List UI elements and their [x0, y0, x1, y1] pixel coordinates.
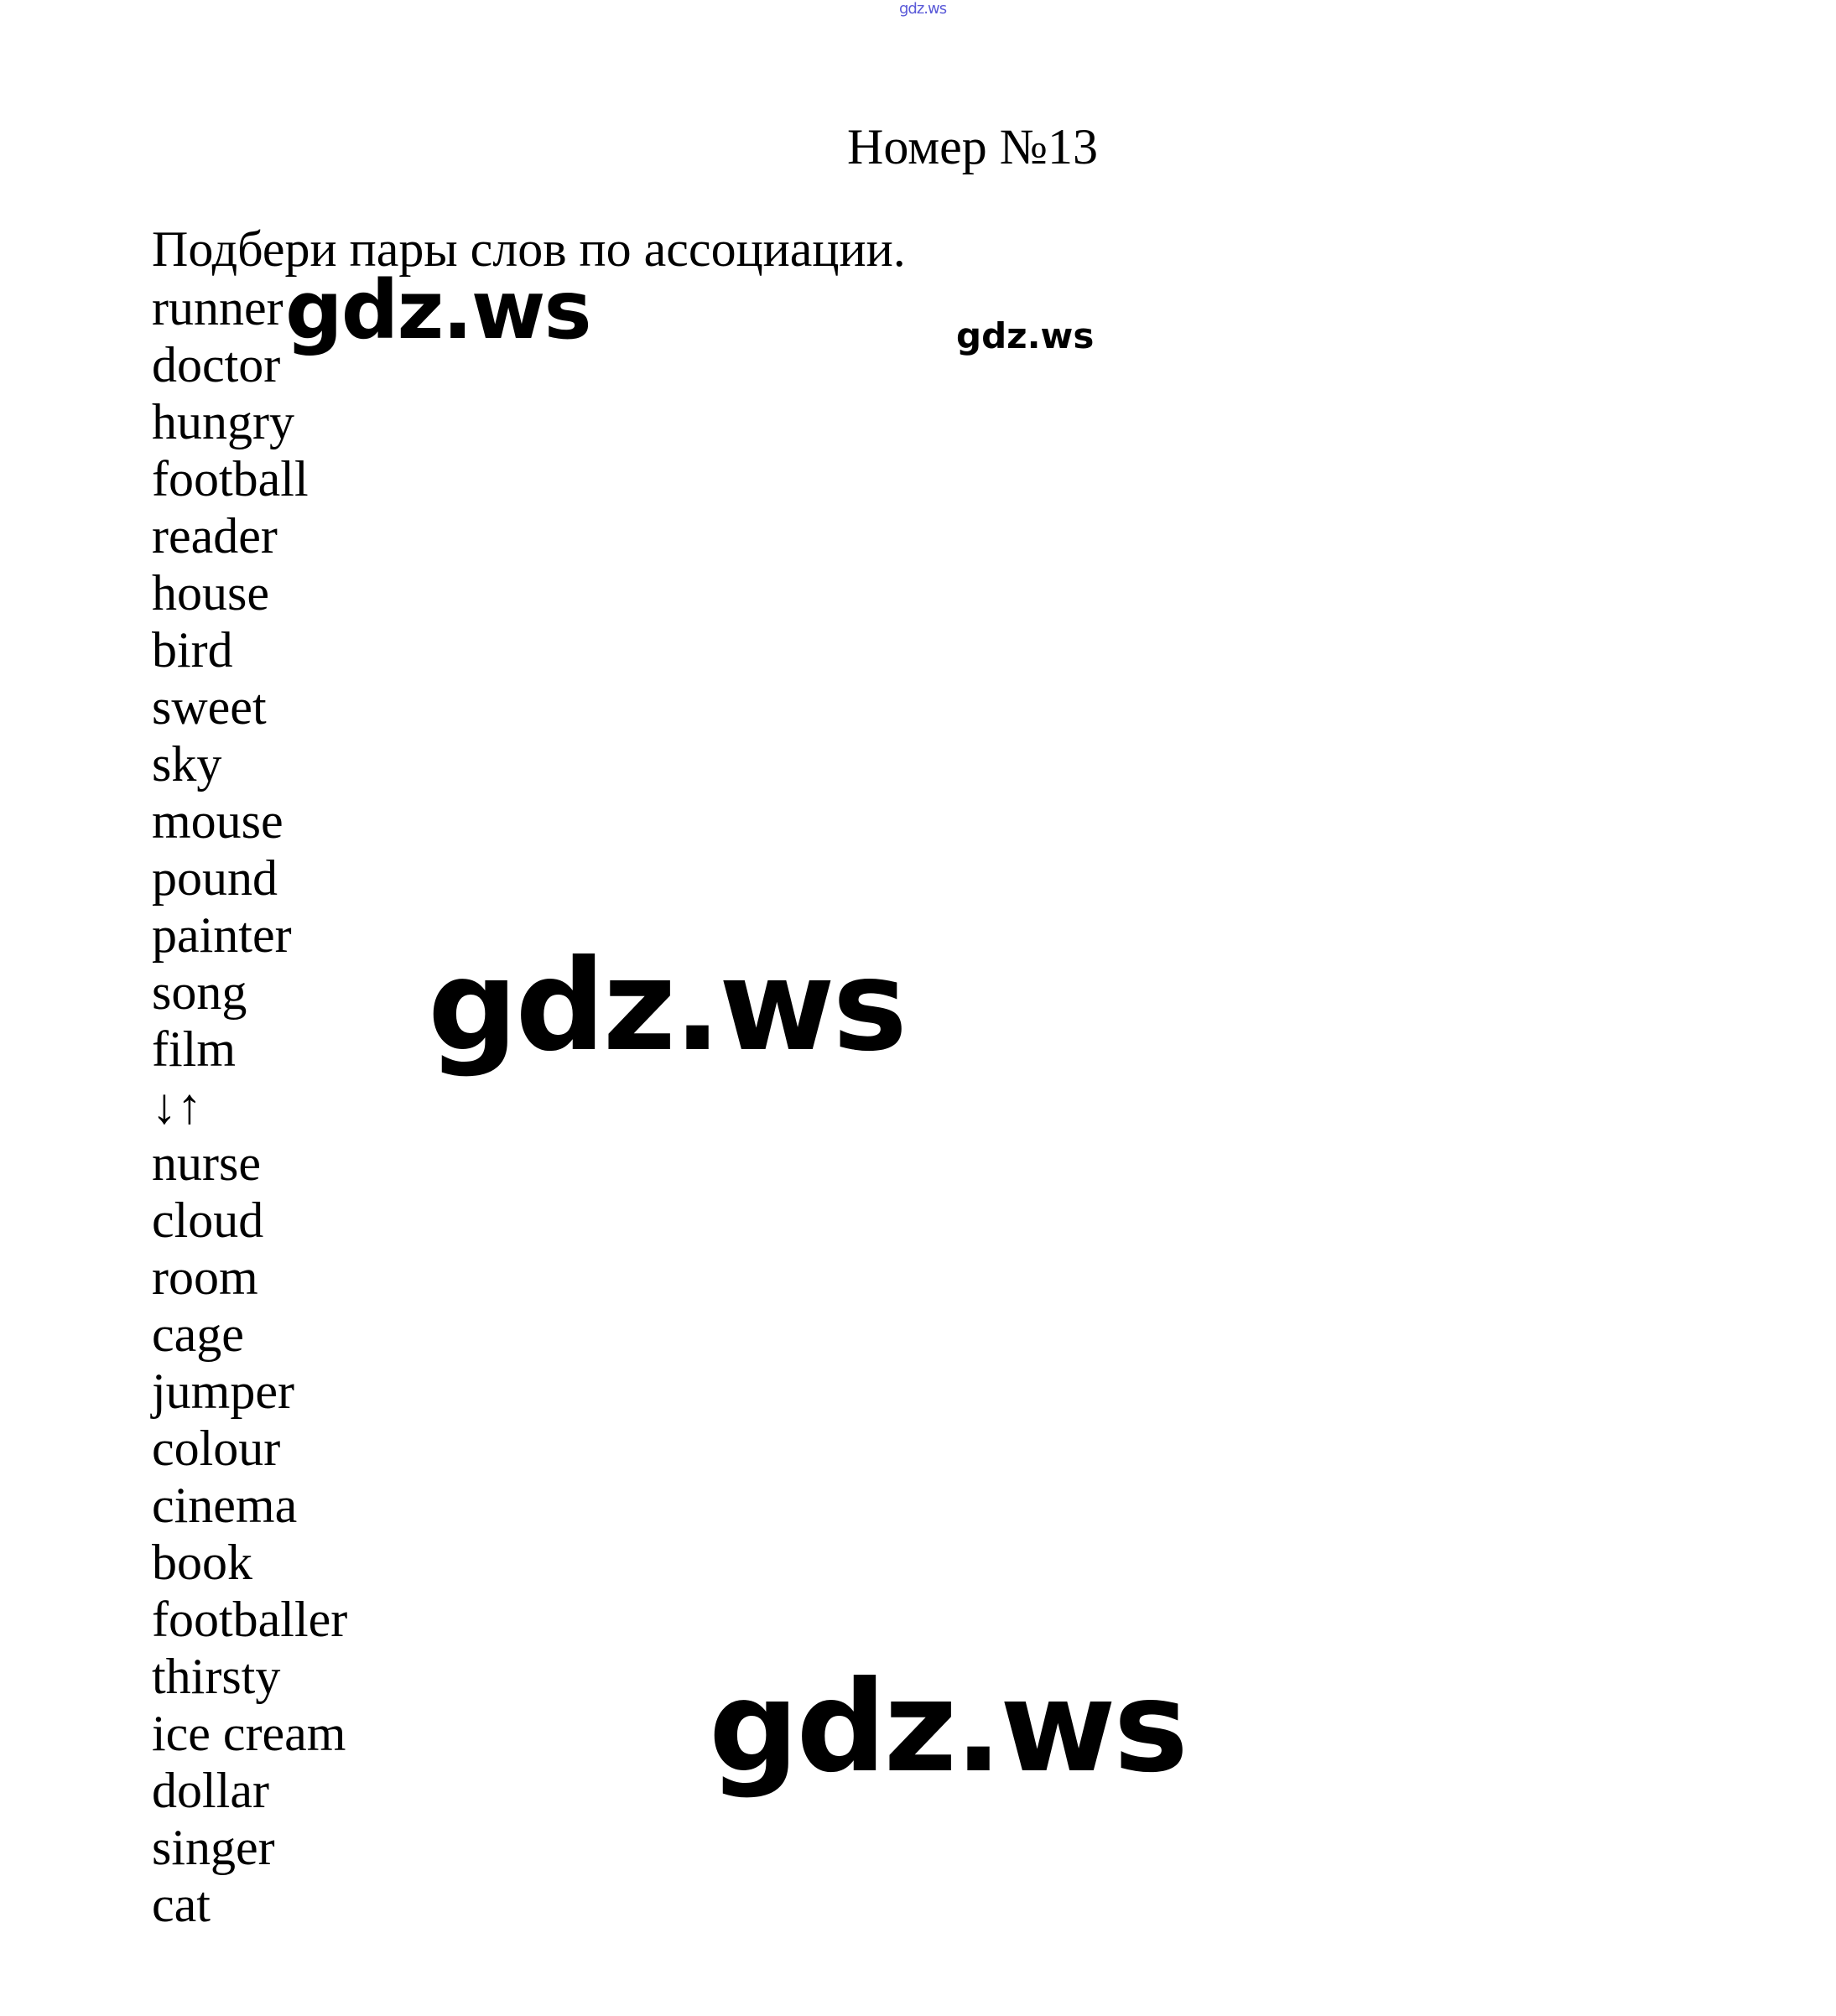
top-watermark-link[interactable]: gdz.ws	[899, 0, 947, 18]
list-item: runner	[152, 280, 283, 335]
list-item: painter	[152, 907, 292, 963]
list-item: doctor	[152, 337, 281, 392]
list-item: nurse	[152, 1135, 261, 1191]
list-item: thirsty	[152, 1649, 281, 1704]
arrows-separator: ↓↑	[152, 1078, 202, 1134]
list-item: hungry	[152, 394, 294, 449]
list-item: film	[152, 1021, 236, 1077]
list-item: reader	[152, 508, 278, 564]
list-item: bird	[152, 622, 233, 678]
page-title: Номер №13	[847, 119, 1099, 174]
list-item: book	[152, 1535, 252, 1590]
task-instruction: Подбери пары слов по ассоциации.	[152, 221, 906, 277]
list-item: room	[152, 1250, 258, 1305]
list-item: mouse	[152, 793, 283, 849]
list-item: house	[152, 565, 269, 621]
list-item: footballer	[152, 1592, 348, 1647]
list-item: ice cream	[152, 1706, 346, 1761]
watermark: gdz.ws	[956, 315, 1095, 356]
list-item: colour	[152, 1421, 281, 1476]
list-item: football	[152, 451, 309, 507]
list-item: cage	[152, 1307, 244, 1362]
list-item: sweet	[152, 679, 267, 735]
watermark: gdz.ws	[428, 933, 905, 1079]
watermark: gdz.ws	[285, 263, 590, 357]
list-item: singer	[152, 1820, 275, 1875]
list-item: pound	[152, 850, 278, 906]
list-item: dollar	[152, 1763, 269, 1818]
list-item: jumper	[152, 1364, 294, 1419]
watermark: gdz.ws	[709, 1655, 1186, 1800]
list-item: cloud	[152, 1192, 264, 1248]
list-item: cinema	[152, 1478, 298, 1533]
list-item: song	[152, 964, 247, 1020]
word-list	[152, 279, 347, 1933]
list-item: cat	[152, 1877, 211, 1932]
list-item: sky	[152, 736, 222, 792]
